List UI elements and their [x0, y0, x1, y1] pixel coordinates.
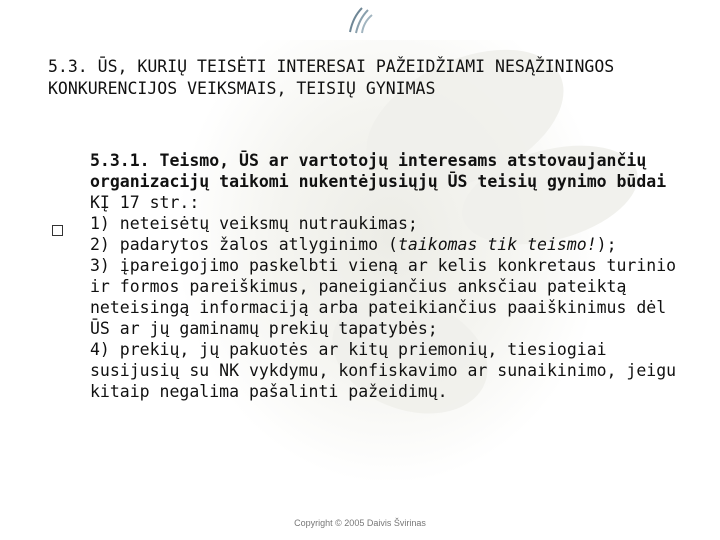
article-reference: KĮ 17 str.: — [90, 193, 200, 212]
list-item — [90, 234, 690, 255]
list-item: 3) įpareigojimo paskelbti vieną ar kelis konkretaus turinio ir formos pareiškimus, paneigiančius anksčiau pateiktą neteisingą informaciją arba pateikiančius paaiškinimus dėl ŪS ar jų gaminamų prekių tapatybės; — [90, 256, 677, 338]
slide-content — [90, 150, 690, 402]
feather-logo-icon — [342, 2, 376, 38]
copyright-text: Copyright © 2005 Daivis Švirinas — [294, 518, 426, 528]
slide-title: 5.3. ŪS, KURIŲ TEISĖTI INTERESAI PAŽEIDŽIAMI NESĄŽININGOS KONKURENCIJOS VEIKSMAIS, TEISIŲ GYNIMAS — [48, 57, 615, 98]
square-bullet-icon — [52, 225, 63, 236]
list-item-end: ); — [596, 235, 617, 254]
list-item-text: 2) padarytos žalos atlyginimo ( — [90, 235, 398, 254]
footer-bar — [0, 510, 720, 540]
list-item-emphasis: taikomas tik teismo! — [397, 235, 597, 254]
list-item: 4) prekių, jų pakuotės ar kitų priemonių, tiesiogiai susijusių su NK vykdymu, konfiskavimo ar sunaikinimo, jeigu kitaip negalima pašalinti pažeidimų. — [90, 340, 677, 401]
list-item: 1) neteisėtų veiksmų nutraukimas; — [90, 214, 418, 233]
section-subheading: 5.3.1. Teismo, ŪS ar vartotojų interesams atstovaujančių organizacijų taikomi nukentėjusiųjų ŪS teisių gynimo būdai — [90, 151, 667, 191]
